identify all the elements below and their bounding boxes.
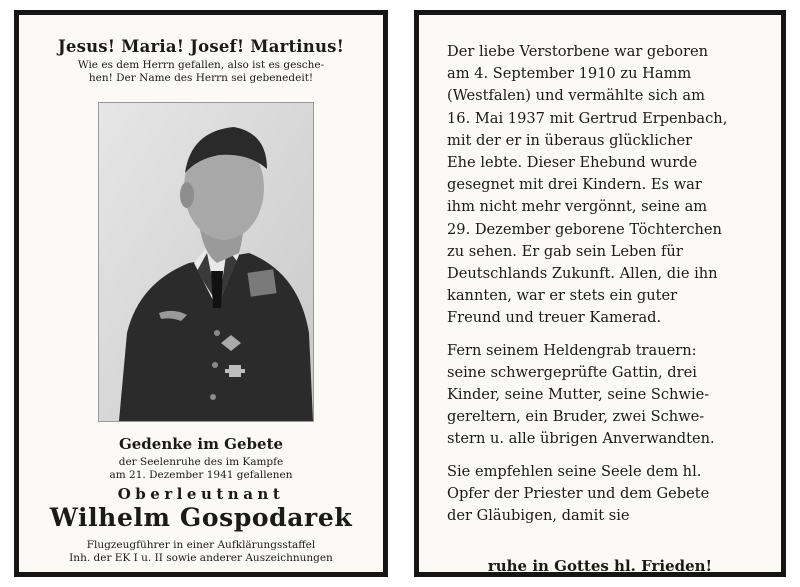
memorial-card-front (14, 10, 388, 577)
portrait-photo (98, 102, 314, 422)
quote-line: Wie es dem Herrn gefallen, also ist es gesche- (77, 59, 325, 71)
function-line: Flugzeugführer in einer Aufklärungsstaffel (86, 539, 316, 551)
prayer-line: Opfer der Priester und dem Gebete (447, 484, 710, 502)
prayer-line: Sie empfehlen seine Seele dem hl. (447, 462, 702, 480)
bio-line: mit der er in überaus glücklicher (447, 131, 693, 149)
paragraph-gap (447, 330, 767, 340)
mourning-line: Fern seinem Heldengrab trauern: (447, 341, 697, 359)
bio-line: 16. Mai 1937 mit Gertrud Erpenbach, (447, 109, 728, 127)
bio-line: Freund und treuer Kamerad. (447, 309, 662, 327)
mourning-line: seine schwergeprüfte Gattin, drei (447, 363, 697, 381)
bio-line: Deutschlands Zukunft. Allen, die ihn (447, 265, 718, 283)
mourning-line: Kinder, seine Mutter, seine Schwie- (447, 386, 710, 404)
closing-blessing: ruhe in Gottes hl. Frieden! (487, 557, 713, 575)
mourning-line: gereltern, ein Bruder, zwei Schwe- (447, 408, 705, 426)
memorial-card-back (414, 10, 786, 577)
bio-line: Der liebe Verstorbene war geboren (447, 43, 709, 60)
scripture-quote (19, 59, 383, 85)
invocation-heading: Jesus! Maria! Josef! Martinus! (57, 37, 345, 56)
memorial-sub-line: am 21. Dezember 1941 gefallenen (109, 469, 293, 481)
quote-line: hen! Der Name des Herrn sei gebenedeit! (88, 72, 314, 84)
deceased-name: Wilhelm Gospodarek (49, 503, 353, 532)
military-function (19, 539, 383, 565)
soldier-portrait-image (99, 103, 313, 421)
mourning-line: stern u. alle übrigen Anverwandten. (447, 430, 715, 448)
paragraph-gap (447, 451, 767, 461)
bio-line: gesegnet mit drei Kindern. Es war (447, 176, 702, 194)
prayer-line: der Gläubigen, damit sie (447, 507, 630, 525)
bio-line: am 4. September 1910 zu Hamm (447, 65, 692, 83)
military-rank: Oberleutnant (117, 485, 285, 503)
memorial-title: Gedenke im Gebete (118, 435, 284, 453)
function-line: Inh. der EK I u. II sowie anderer Auszeichnungen (69, 552, 333, 564)
bio-line: zu sehen. Er gab sein Leben für (447, 242, 683, 260)
bio-line: (Westfalen) und vermählte sich am (447, 87, 705, 105)
bio-line: 29. Dezember geborene Töchterchen (447, 220, 722, 238)
memorial-sub-line: der Seelenruhe des im Kampfe (118, 456, 284, 468)
bio-line: Ehe lebte. Dieser Ehebund wurde (447, 154, 698, 172)
bio-line: kannten, war er stets ein guter (447, 287, 678, 305)
biography-text (447, 41, 767, 527)
bio-line: ihm nicht mehr vergönnt, seine am (447, 198, 708, 216)
memorial-subtitle (19, 456, 383, 482)
